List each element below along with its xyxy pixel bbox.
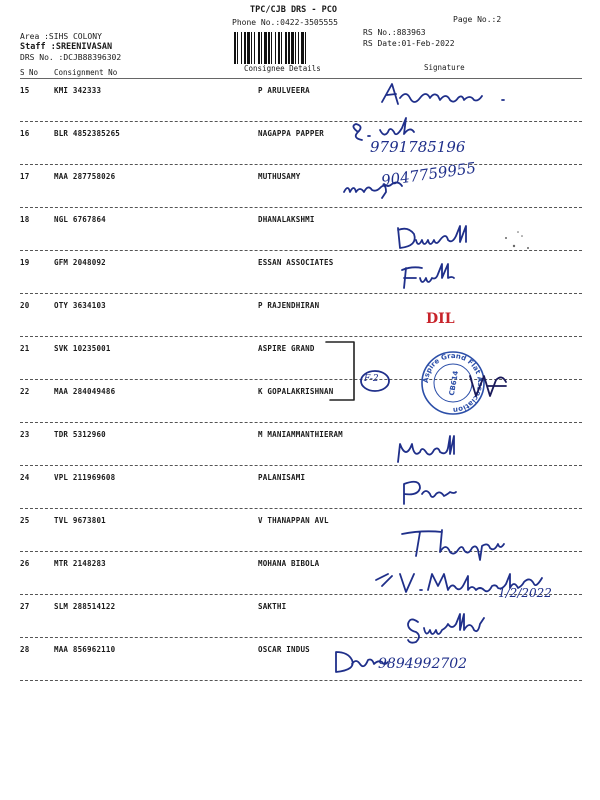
signature-25 <box>398 528 518 560</box>
row-consignment-no: BLR 4852385265 <box>54 129 121 138</box>
rs-date: RS Date:01-Feb-2022 <box>363 39 455 48</box>
header-divider <box>20 78 582 79</box>
phone-note-28: 9894992702 <box>378 656 468 672</box>
row-consignee: K GOPALAKRISHNAN <box>258 387 334 396</box>
signature-22 <box>466 372 512 400</box>
column-header-consignment: Consignment No <box>54 68 118 77</box>
phone-note-16: 9791785196 <box>370 138 466 156</box>
row-divider <box>20 121 582 122</box>
column-header-consignee: Consignee Details <box>244 64 321 73</box>
row-consignee: ASPIRE GRAND <box>258 344 315 353</box>
stamp-code: CB614 <box>447 370 461 397</box>
row-sno: 24 <box>20 473 30 482</box>
row-sno: 28 <box>20 645 30 654</box>
row-consignee: ESSAN ASSOCIATES <box>258 258 334 267</box>
row-divider <box>20 207 582 208</box>
row-consignee: SAKTHI <box>258 602 287 611</box>
row-consignment-no: SVK 10235001 <box>54 344 111 353</box>
row-consignment-no: GFM 2048092 <box>54 258 106 267</box>
row-consignee: V THANAPPAN AVL <box>258 516 329 525</box>
date-note-26: 1/2/2022 <box>498 586 552 600</box>
row-consignment-no: SLM 288514122 <box>54 602 116 611</box>
row-consignment-no: VPL 211969608 <box>54 473 116 482</box>
row-sno: 23 <box>20 430 30 439</box>
column-header-signature: Signature <box>424 63 465 72</box>
scan-speckle <box>500 228 536 258</box>
row-consignment-no: MTR 2148283 <box>54 559 106 568</box>
row-sno: 22 <box>20 387 30 396</box>
barcode <box>232 32 354 64</box>
row-sno: 18 <box>20 215 30 224</box>
row-consignee: PALANISAMI <box>258 473 306 482</box>
area-label: Area :SIHS COLONY <box>20 32 102 41</box>
row-consignee: NAGAPPA PAPPER <box>258 129 325 138</box>
phone-number: Phone No.:0422-3505555 <box>232 18 338 27</box>
row-divider <box>20 422 582 423</box>
row-consignee: OSCAR INDUS <box>258 645 310 654</box>
row-sno: 21 <box>20 344 30 353</box>
row-consignee: MUTHUSAMY <box>258 172 301 181</box>
delivery-mark-20: DIL <box>426 311 455 327</box>
row-consignee: MOHANA BIBOLA <box>258 559 320 568</box>
row-sno: 15 <box>20 86 30 95</box>
row-divider <box>20 465 582 466</box>
rs-number: RS No.:883963 <box>363 28 426 37</box>
signature-15 <box>378 80 518 114</box>
stamp-arc-text: Aspire Grand Flat Association <box>421 351 485 415</box>
row-sno: 19 <box>20 258 30 267</box>
row-consignment-no: OTY 3634103 <box>54 301 106 310</box>
row-divider <box>20 680 582 681</box>
row-sno: 20 <box>20 301 30 310</box>
signature-23 <box>392 438 492 468</box>
page-number: Page No.:2 <box>453 15 502 24</box>
row-divider <box>20 336 582 337</box>
signature-18 <box>392 222 502 256</box>
signature-19 <box>398 262 498 294</box>
row-sno: 17 <box>20 172 30 181</box>
row-consignment-no: MAA 287758026 <box>54 172 116 181</box>
row-consignment-no: MAA 856962110 <box>54 645 116 654</box>
row-consignee: P ARULVEERA <box>258 86 310 95</box>
row-consignment-no: NGL 6767864 <box>54 215 106 224</box>
row-consignment-no: TVL 9673801 <box>54 516 106 525</box>
row-consignee: P RAJENDHIRAN <box>258 301 320 310</box>
phone-note-17: 9047759955 <box>380 158 478 190</box>
row-sno: 25 <box>20 516 30 525</box>
row-sno: 26 <box>20 559 30 568</box>
signature-24 <box>398 476 478 510</box>
row-consignee: M MANIAMMANTHIERAM <box>258 430 343 439</box>
staff-label: Staff :SREENIVASAN <box>20 42 113 52</box>
bracket-mark <box>320 338 360 408</box>
drs-number: DRS No. :DCJB88396302 <box>20 53 122 62</box>
row-sno: 16 <box>20 129 30 138</box>
sheet-title: TPC/CJB DRS - PCO <box>250 5 337 15</box>
row-divider <box>20 164 582 165</box>
row-divider <box>20 508 582 509</box>
column-header-sno: S No <box>20 68 39 77</box>
row-consignment-no: MAA 284049486 <box>54 387 116 396</box>
row-consignee: DHANALAKSHMI <box>258 215 315 224</box>
circled-mark-text: F-2 <box>364 374 379 384</box>
row-consignment-no: KMI 342333 <box>54 86 102 95</box>
signature-27 <box>404 614 514 646</box>
row-sno: 27 <box>20 602 30 611</box>
row-consignment-no: TDR 5312960 <box>54 430 106 439</box>
